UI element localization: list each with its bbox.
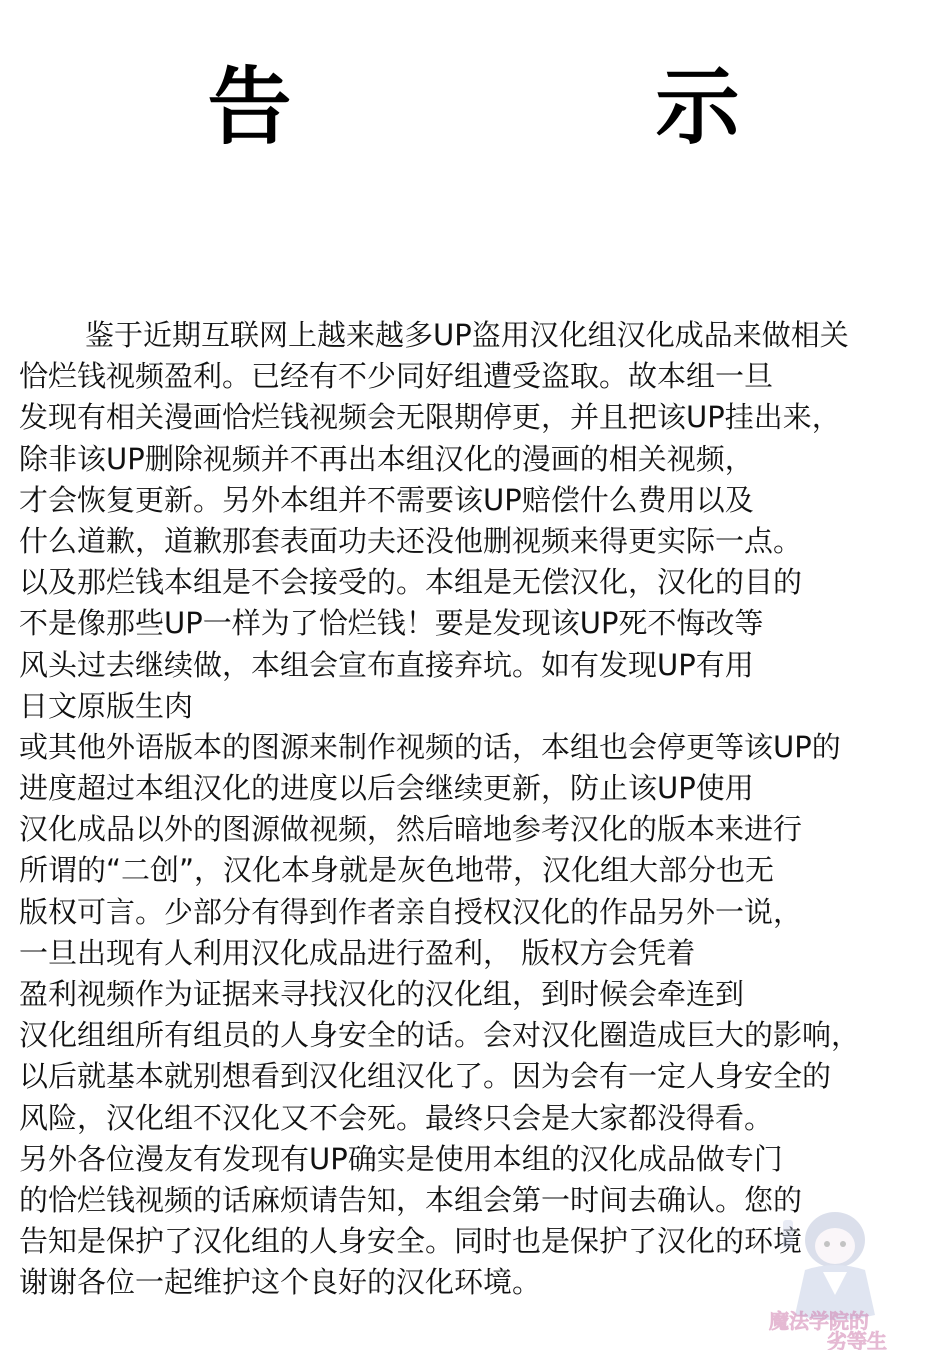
notice-line: 才会恢复更新。另外本组并不需要该UP赔偿什么费用以及 bbox=[19, 482, 754, 517]
notice-line: 另外各位漫友有发现有UP确实是使用本组的汉化成品做专门 bbox=[19, 1141, 783, 1176]
notice-line: 恰烂钱视频盈利。已经有不少同好组遭受盗取。故本组一旦 bbox=[19, 359, 774, 394]
notice-line: 进度超过本组汉化的进度以后会继续更新，防止该UP使用 bbox=[19, 771, 754, 806]
notice-line: 风险，汉化组不汉化又不会死。最终只会是大家都没得看。 bbox=[19, 1100, 774, 1135]
notice-line: 什么道歉，道歉那套表面功夫还没他删视频来得更实际一点。 bbox=[19, 523, 803, 558]
notice-line: 以及那烂钱本组是不会接受的。本组是无偿汉化，汉化的目的 bbox=[19, 565, 803, 600]
notice-line: 不是像那些UP一样为了恰烂钱！要是发现该UP死不悔改等 bbox=[19, 606, 764, 641]
notice-body bbox=[19, 315, 939, 1304]
notice-line: 以后就基本就别想看到汉化组汉化了。因为会有一定人身安全的 bbox=[19, 1059, 832, 1094]
notice-line: 风头过去继续做，本组会宣布直接弃坑。如有发现UP有用 bbox=[19, 647, 754, 682]
watermark-text-1: 魔法学院的 bbox=[769, 1309, 869, 1333]
notice-line: 版权可言。少部分有得到作者亲自授权汉化的作品另外一说， bbox=[19, 894, 803, 929]
page-title: 告 示 bbox=[207, 58, 880, 156]
notice-line: 的恰烂钱视频的话麻烦请告知，本组会第一时间去确认。您的 bbox=[19, 1182, 803, 1217]
notice-line: 汉化组组所有组员的人身安全的话。会对汉化圈造成巨大的影响， bbox=[19, 1018, 861, 1053]
notice-line: 告知是保护了汉化组的人身安全。同时也是保护了汉化的环境 bbox=[19, 1224, 803, 1259]
notice-line: 发现有相关漫画恰烂钱视频会无限期停更，并且把该UP挂出来， bbox=[19, 400, 841, 435]
mascot-logo-icon bbox=[765, 1200, 935, 1350]
notice-line: 或其他外语版本的图源来制作视频的话，本组也会停更等该UP的 bbox=[19, 729, 841, 764]
notice-line: 谢谢各位一起维护这个良好的汉化环境。 bbox=[19, 1265, 542, 1300]
watermark-text-2: 劣等生 bbox=[827, 1329, 887, 1350]
notice-line: 鉴于近期互联网上越来越多UP盗用汉化组汉化成品来做相关 bbox=[85, 318, 849, 352]
notice-line: 所谓的“二创”，汉化本身就是灰色地带，汉化组大部分也无 bbox=[19, 853, 775, 888]
notice-line: 一旦出现有人利用汉化成品进行盈利， 版权方会凭着 bbox=[19, 935, 696, 970]
notice-line: 日文原版生肉 bbox=[19, 688, 194, 723]
notice-line: 汉化成品以外的图源做视频，然后暗地参考汉化的版本来进行 bbox=[19, 812, 803, 847]
notice-line: 除非该UP删除视频并不再出本组汉化的漫画的相关视频， bbox=[19, 441, 754, 476]
notice-line: 盈利视频作为证据来寻找汉化的汉化组，到时候会牵连到 bbox=[19, 977, 745, 1011]
